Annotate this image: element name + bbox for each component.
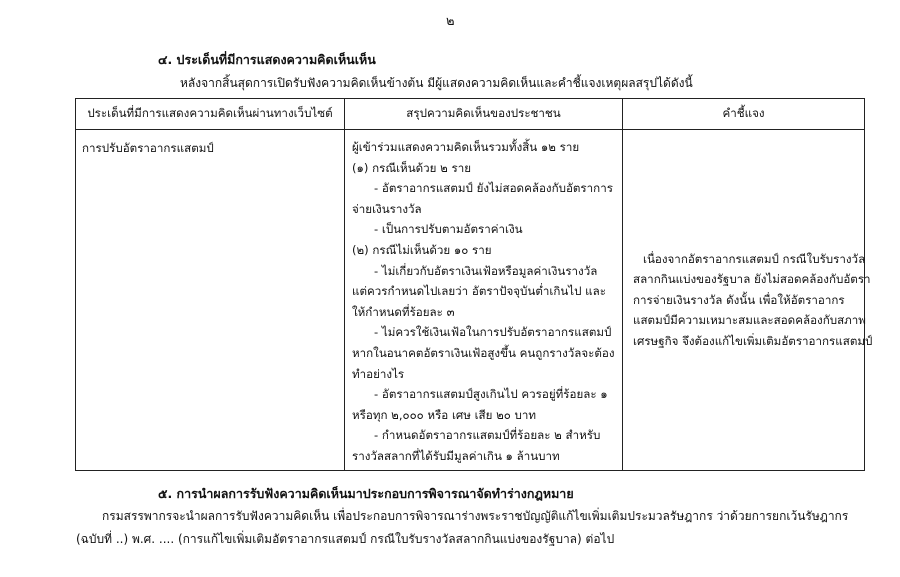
summary-line: - กำหนดอัตราอากรแสตมป์ที่ร้อยละ ๒ สำหรับ [374,428,601,443]
summary-line: (๒) กรณีไม่เห็นด้วย ๑๐ ราย [352,242,492,257]
header-summary: สรุปความคิดเห็นของประชาชน [345,99,623,130]
summary-line: หรือทุก ๒,๐๐๐ หรือ เศษ เสีย ๒๐ บาท [352,407,537,422]
table-header-row [76,99,865,130]
header-issue: ประเด็นที่มีการแสดงความคิดเห็นผ่านทางเว็บไซต์ [76,99,345,130]
section-5-line-2: (ฉบับที่ ..) พ.ศ. .... (การแก้ไขเพิ่มเติมอัตราอากรแสตมป์ กรณีใบรับรางวัลสลากกินแบ่งของรัฐบาล) ต่อไป [76,532,615,546]
summary-line: ให้กำหนดที่ร้อยละ ๓ [352,304,455,319]
explanation-line: การจ่ายเงินรางวัล ดังนั้น เพื่อให้อัตราอากร [633,292,845,307]
issue-cell [76,130,345,471]
explanation-line: สลากกินแบ่งของรัฐบาล ยังไม่สอดคล้องกับอัตรา [633,272,871,287]
section-5-heading: ๕. การนำผลการรับฟังความคิดเห็นมาประกอบการพิจารณาจัดทำร่างกฎหมาย [158,486,574,501]
summary-line: ทำอย่างไร [352,366,405,381]
summary-line: - เป็นการปรับตามอัตราค่าเงิน [374,222,523,237]
summary-line: ผู้เข้าร่วมแสดงความคิดเห็นรวมทั้งสิ้น ๑๒ ราย [352,140,580,154]
explanation-line: เนื่องจากอัตราอากรแสตมป์ กรณีใบรับรางวัล [643,251,866,266]
summary-line: หากในอนาคตอัตราเงินเฟ้อสูงขึ้น คนถูกรางวัลจะต้อง [352,345,615,360]
explanation-line: แสตมป์มีความเหมาะสมและสอดคล้องกับสภาพ [633,313,866,328]
summary-lines [345,130,622,467]
summary-line: (๑) กรณีเห็นด้วย ๒ ราย [352,160,472,175]
explanation-cell [623,130,873,471]
summary-line: - ไม่ควรใช้เงินเฟ้อในการปรับอัตราอากรแสตมป์ [374,325,612,340]
summary-line: จ่ายเงินรางวัล [352,201,422,216]
page-number: ๒ [446,14,455,29]
summary-line: แต่ควรกำหนดไปเลยว่า อัตราปัจจุบันต่ำเกินไป และ [352,284,606,299]
comments-table [75,98,873,471]
summary-line: - ไม่เกี่ยวกับอัตราเงินเฟ้อหรือมูลค่าเงินรางวัล [374,263,598,278]
explanation-line: เศรษฐกิจ จึงต้องแก้ไขเพิ่มเติมอัตราอากรแสตมป์ [633,333,873,348]
table-row [76,130,865,471]
section-4-intro: หลังจากสิ้นสุดการเปิดรับฟังความคิดเห็นข้างต้น มีผู้แสดงความคิดเห็นและคำชี้แจงเหตุผลสรุปได้ดังนี้ [180,76,693,90]
summary-line: - อัตราอากรแสตมป์ ยังไม่สอดคล้องกับอัตราการ [374,181,613,196]
section-5-line-1: กรมสรรพากรจะนำผลการรับฟังความคิดเห็น เพื่อประกอบการพิจารณาร่างพระราชบัญญัติแก้ไขเพิ่มเติมประมวลรัษฎากร ว่าด้วยการยกเว้นรัษฎากร [102,509,849,523]
explanation-lines [623,249,873,352]
issue-text: การปรับอัตราอากรแสตมป์ [82,141,214,155]
summary-line: รางวัลสลากที่ได้รับมีมูลค่าเกิน ๑ ล้านบาท [352,448,560,463]
section-4-heading: ๔. ประเด็นที่มีการแสดงความคิดเห็นเห็น [158,52,376,67]
header-explanation: คำชี้แจง [623,99,865,130]
summary-line: - อัตราอากรแสตมป์สูงเกินไป ควรอยู่ที่ร้อยละ ๑ [374,387,608,402]
summary-cell [345,130,623,471]
